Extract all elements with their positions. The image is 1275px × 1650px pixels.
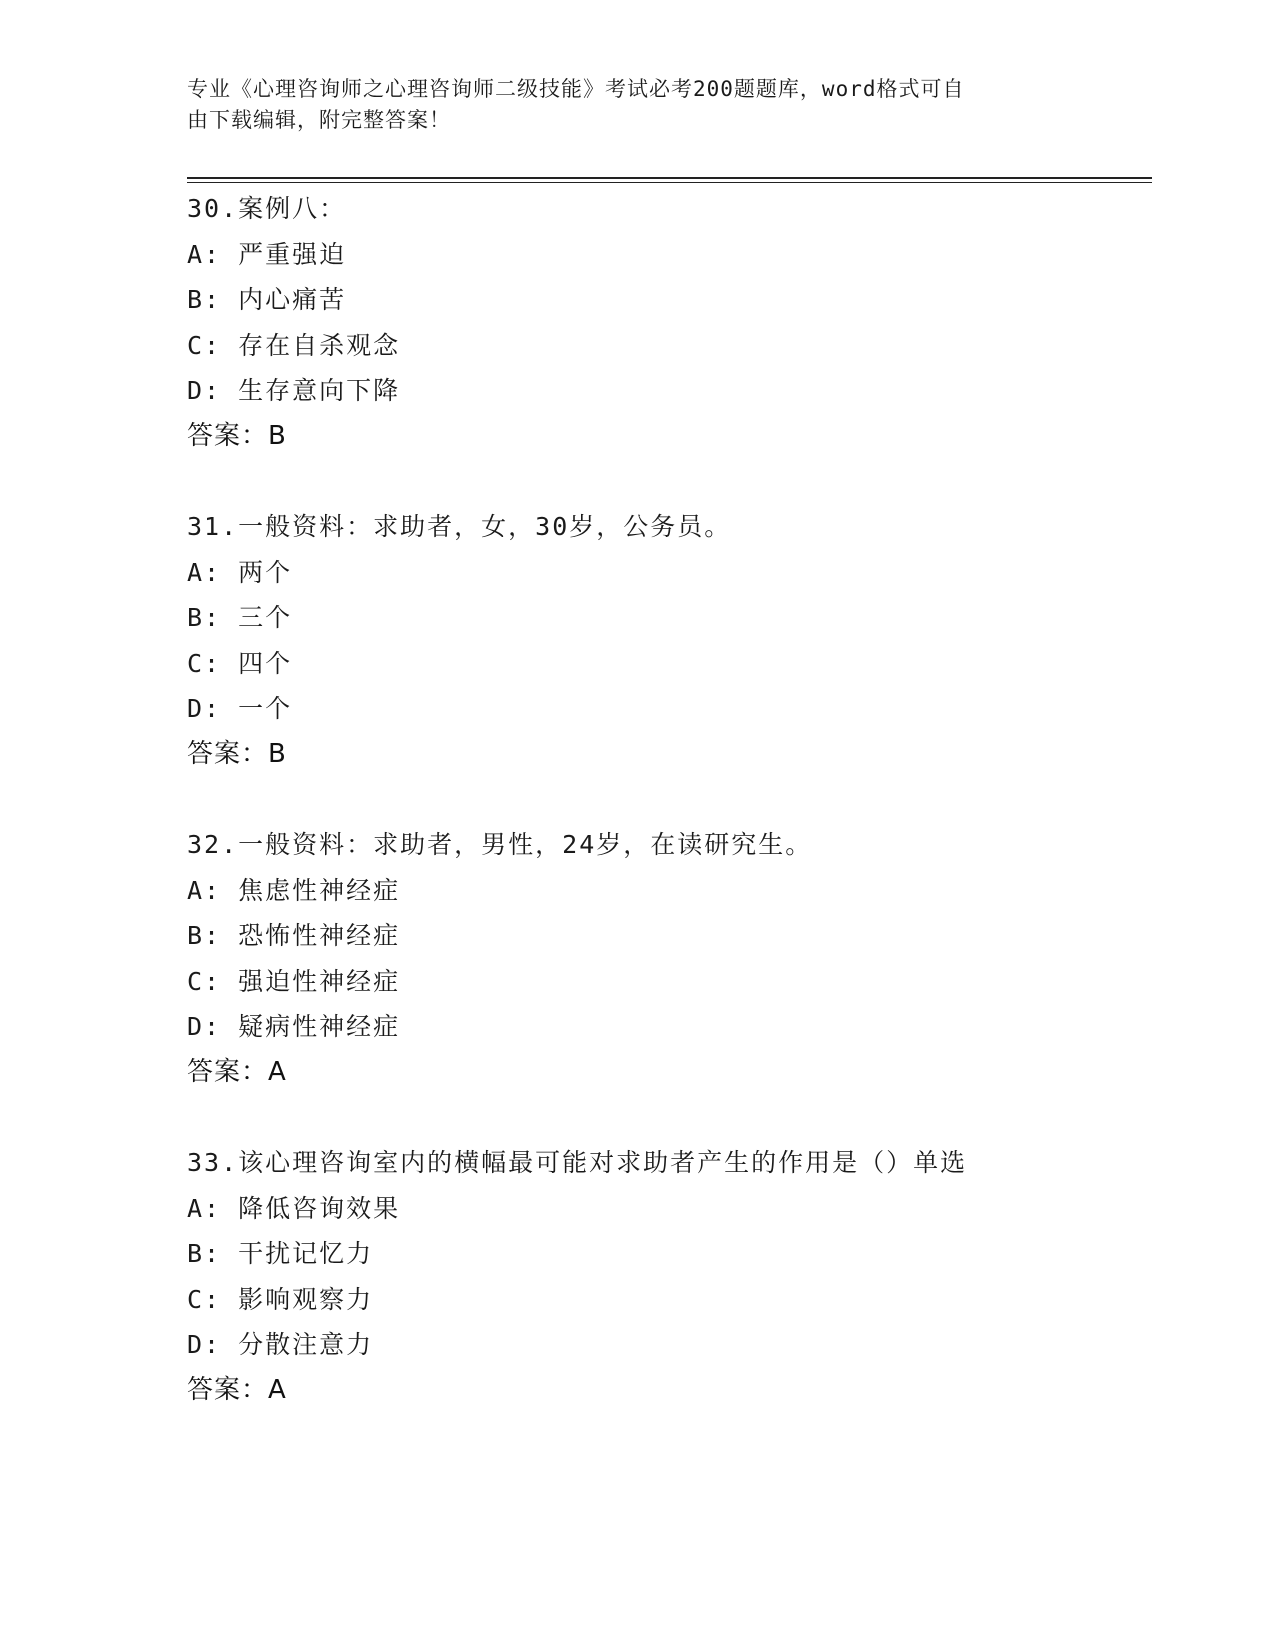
option-a: A: 降低咨询效果 bbox=[187, 1193, 401, 1223]
option-c: C: 强迫性神经症 bbox=[187, 966, 401, 996]
option-b: B: 恐怖性神经症 bbox=[187, 921, 401, 950]
header-line-1: 专业《心理咨询师之心理咨询师二级技能》考试必考200题题库，word格式可自 bbox=[187, 77, 965, 101]
answer: 答案：B bbox=[187, 738, 287, 769]
option-b: B: 三个 bbox=[187, 603, 293, 632]
question-32 bbox=[187, 822, 1147, 1095]
question-title: 32.一般资料：求助者，男性，24岁，在读研究生。 bbox=[187, 830, 813, 859]
option-a: A: 焦虑性神经症 bbox=[187, 875, 401, 905]
option-c: C: 四个 bbox=[187, 648, 293, 678]
header-line-2: 由下载编辑，附完整答案！ bbox=[187, 108, 451, 132]
option-c: C: 存在自杀观念 bbox=[187, 330, 401, 360]
option-d: D: 疑病性神经症 bbox=[187, 1012, 401, 1041]
option-d: D: 分散注意力 bbox=[187, 1330, 374, 1359]
option-d: D: 生存意向下降 bbox=[187, 376, 401, 405]
question-30 bbox=[187, 186, 1147, 459]
question-title: 33.该心理咨询室内的横幅最可能对求助者产生的作用是（）单选 bbox=[187, 1148, 968, 1177]
question-title: 31.一般资料：求助者，女，30岁，公务员。 bbox=[187, 512, 732, 541]
option-d: D: 一个 bbox=[187, 694, 293, 723]
answer: 答案：A bbox=[187, 1056, 287, 1087]
option-a: A: 严重强迫 bbox=[187, 239, 347, 269]
question-31 bbox=[187, 504, 1147, 777]
answer: 答案：B bbox=[187, 420, 287, 451]
option-b: B: 干扰记忆力 bbox=[187, 1239, 374, 1268]
question-33 bbox=[187, 1140, 1147, 1413]
header-divider-thin bbox=[187, 182, 1152, 183]
option-c: C: 影响观察力 bbox=[187, 1284, 374, 1314]
document-header bbox=[187, 74, 1067, 136]
option-b: B: 内心痛苦 bbox=[187, 285, 347, 314]
answer: 答案：A bbox=[187, 1374, 287, 1405]
header-divider-thick bbox=[187, 177, 1152, 179]
question-title: 30.案例八： bbox=[187, 194, 347, 223]
option-a: A: 两个 bbox=[187, 557, 293, 587]
